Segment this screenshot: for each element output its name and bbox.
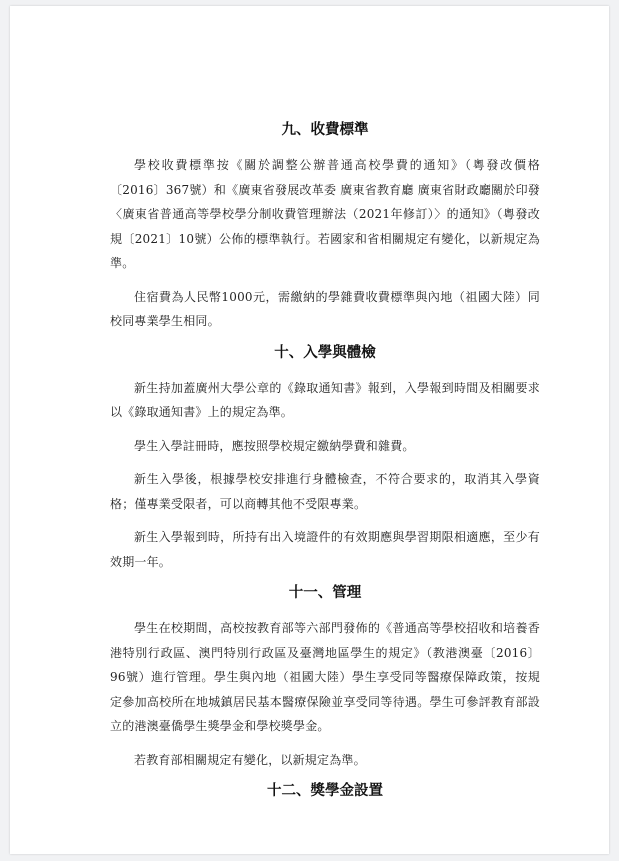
section-heading: 九、收費標準: [281, 122, 369, 138]
section-heading: 十二、獎學金設置: [267, 783, 383, 799]
paragraph: 住宿費為人民幣1000元，需繳納的學雜費收費標準與內地（祖國大陸）同校同專業學生相同。: [110, 289, 540, 328]
document-content: [110, 120, 540, 814]
section-management: [110, 583, 540, 772]
paragraph: 若教育部相關規定有變化，以新規定為準。: [134, 752, 366, 767]
section-heading: 十、入學與體檢: [274, 344, 376, 361]
section-scholarship: [110, 781, 540, 801]
paragraph: 學生在校期間，高校按教育部等六部門發佈的《普通高等學校招收和培養香港特別行政區、澳門特別行政區及臺灣地區學生的規定》（教港澳臺〔2016〕96號）進行管理。學生與內地（祖國大陸）學生享受同等醫療保障政策，按規定參加高校所在地城鎮居民基本醫療保險並享受同等待遇。學生可參評教育部設立的港澳臺僑學生獎學金和學校獎學金。: [110, 621, 540, 733]
section-admission: [110, 343, 540, 575]
paragraph: 新生入學報到時，所持有出入境證件的有效期應與學習期限相適應，至少有效期一年。: [110, 530, 540, 569]
paragraph: 新生入學後，根據學校安排進行身體檢查，不符合要求的，取消其入學資格；僅專業受限者，可以商轉其他不受限專業。: [110, 472, 540, 511]
section-fees: [110, 120, 540, 334]
document-page: [10, 6, 609, 854]
paragraph: 學校收費標準按《關於調整公辦普通高校學費的通知》（粵發改價格〔2016〕367號）和《廣東省發展改革委 廣東省教育廳 廣東省財政廳關於印發〈廣東省普通高等學校學分制收費管理辦法（2021年修訂）〉的通知》（粵發改規〔2021〕10號）公佈的標準執行。若國家和省相關規定有變化，以新規定為準。: [110, 158, 540, 270]
paragraph: 新生持加蓋廣州大學公章的《錄取通知書》報到，入學報到時間及相關要求以《錄取通知書》上的規定為準。: [110, 380, 540, 419]
paragraph: 學生入學註冊時，應按照學校規定繳納學費和雜費。: [134, 438, 415, 453]
section-heading: 十一、管理: [288, 585, 362, 601]
